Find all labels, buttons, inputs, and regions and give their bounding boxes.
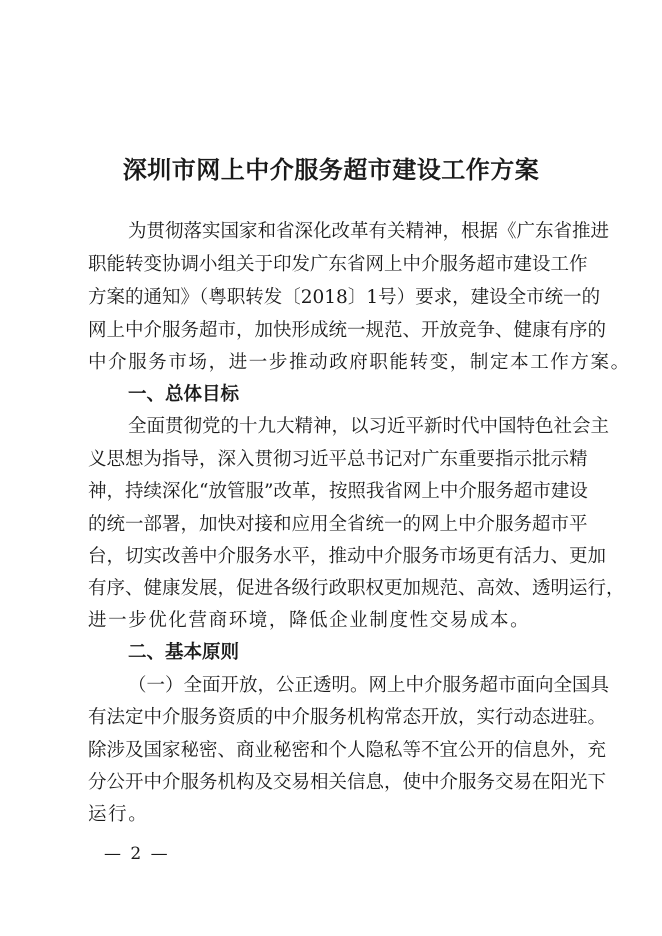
section-heading: 一、总体目标 (128, 384, 240, 405)
section2-line: 有法定中介服务资质的中介服务机构常态开放，实行动态进驻。 (88, 707, 607, 728)
section1-line: 全面贯彻党的十九大精神，以习近平新时代中国特色社会主 (128, 416, 610, 437)
section1-line: 进一步优化营商环境，降低企业制度性交易成本。 (88, 610, 531, 631)
intro-line: 网上中介服务超市，加快形成统一规范、开放竞争、健康有序的 (88, 320, 607, 341)
intro-line: 方案的通知》（粤职转发〔2018〕1号）要求，建设全市统一的 (88, 287, 601, 308)
section1-line: 有序、健康发展，促进各级行政职权更加规范、高效、透明运行， (88, 578, 625, 599)
section2-line: 运行。 (88, 804, 149, 825)
section-heading: 二、基本原则 (128, 642, 240, 663)
section1-line: 神，持续深化“放管服”改革，按照我省网上中介服务超市建设 (88, 481, 588, 502)
section1-line: 义思想为指导，深入贯彻习近平总书记对广东重要指示批示精 (88, 449, 588, 470)
section2-line: （一）全面开放，公正透明。网上中介服务超市面向全国具 (128, 675, 610, 696)
intro-line: 职能转变协调小组关于印发广东省网上中介服务超市建设工作 (88, 254, 588, 275)
page-number: — 2 — (104, 844, 170, 864)
section2-line: 分公开中介服务机构及交易相关信息，使中介服务交易在阳光下 (88, 772, 607, 793)
intro-line: 中介服务市场，进一步推动政府职能转变，制定本工作方案。 (88, 352, 631, 373)
section1-line: 台，切实改善中介服务水平，推动中介服务市场更有活力、更加 (88, 546, 607, 567)
section1-line: 的统一部署，加快对接和应用全省统一的网上中介服务超市平 (88, 514, 588, 535)
document-title: 深圳市网上中介服务超市建设工作方案 (122, 155, 540, 184)
section2-line: 除涉及国家秘密、商业秘密和个人隐私等不宜公开的信息外，充 (88, 740, 607, 761)
intro-line: 为贯彻落实国家和省深化改革有关精神，根据《广东省推进 (128, 221, 610, 242)
